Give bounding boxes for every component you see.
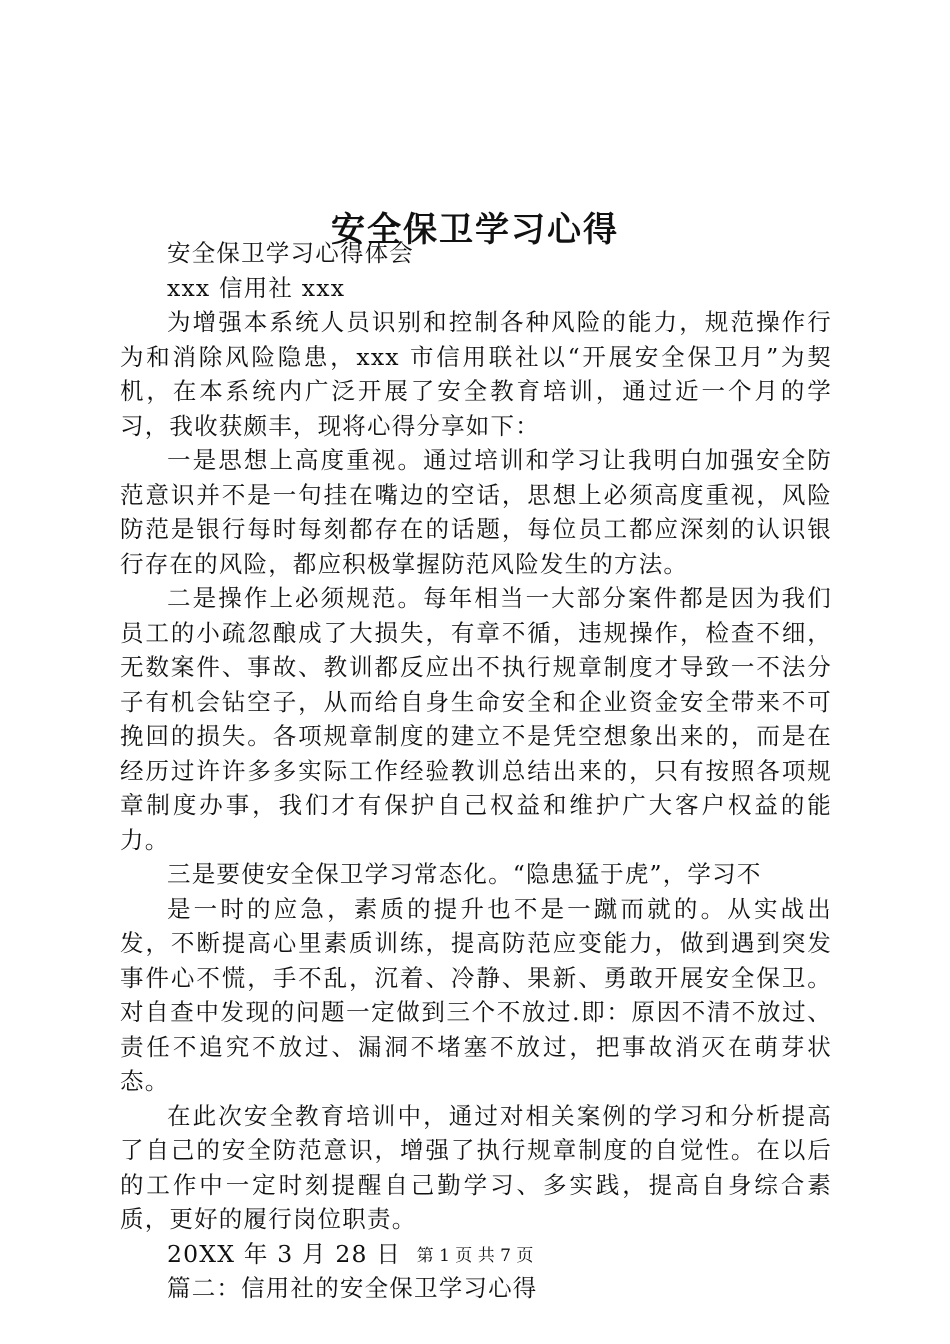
date-line: 20XX 年 3 月 28 日	[167, 1239, 402, 1268]
page-number-footer: 第 1 页 共 7 页	[416, 1246, 534, 1266]
subtitle-paragraph: 安全保卫学习心得体会	[167, 239, 414, 267]
point-one-paragraph: 一是思想上高度重视。通过培训和学习让我明白加强安全防范意识并不是一句挂在嘴边的空话，思想上必须高度重视，风险防范是银行每时每刻都存在的话题，每位员工都应深刻的认识银行存在的风险，都应积极掌握防范风险发生的方法。	[120, 446, 832, 578]
document-body	[120, 236, 832, 1306]
page-title: 安全保卫学习心得	[331, 209, 619, 250]
intro-paragraph: 为增强本系统人员识别和控制各种风险的能力，规范操作行为和消除风险隐患，xxx 市信用联社以“开展安全保卫月”为契机，在本系统内广泛开展了安全教育培训，通过近一个月的学习，我收获颇丰，现将心得分享如下：	[120, 308, 832, 440]
conclusion-paragraph: 在此次安全教育培训中，通过对相关案例的学习和分析提高了自己的安全防范意识，增强了执行规章制度的自觉性。在以后的工作中一定时刻提醒自己勤学习、多实践，提高自身综合素质，更好的履行岗位职责。	[120, 1101, 832, 1233]
section-two-heading: 篇二：信用社的安全保卫学习心得	[167, 1274, 538, 1302]
point-three-paragraph: 三是要使安全保卫学习常态化。“隐患猛于虎”，学习不	[167, 860, 762, 888]
point-two-paragraph: 二是操作上必须规范。每年相当一大部分案件都是因为我们员工的小疏忽酿成了大损失，有章不循，违规操作，检查不细，无数案件、事故、教训都反应出不执行规章制度才导致一不法分子有机会钻空子，从而给自身生命安全和企业资金安全带来不可挽回的损失。各项规章制度的建立不是凭空想象出来的，而是在经历过许许多多实际工作经验教训总结出来的，只有按照各项规章制度办事，我们才有保护自己权益和维护广大客户权益的能力。	[120, 584, 832, 854]
author-line: xxx 信用社 xxx	[167, 273, 346, 302]
point-three-continued-paragraph: 是一时的应急，素质的提升也不是一蹴而就的。从实战出发，不断提高心里素质训练，提高防范应变能力，做到遇到突发事件心不慌，手不乱，沉着、冷静、果新、勇敢开展安全保卫。对自查中发现的问题一定做到三个不放过.即：原因不清不放过、责任不追究不放过、漏洞不堵塞不放过，把事故消灭在萌芽状态。	[120, 894, 832, 1095]
